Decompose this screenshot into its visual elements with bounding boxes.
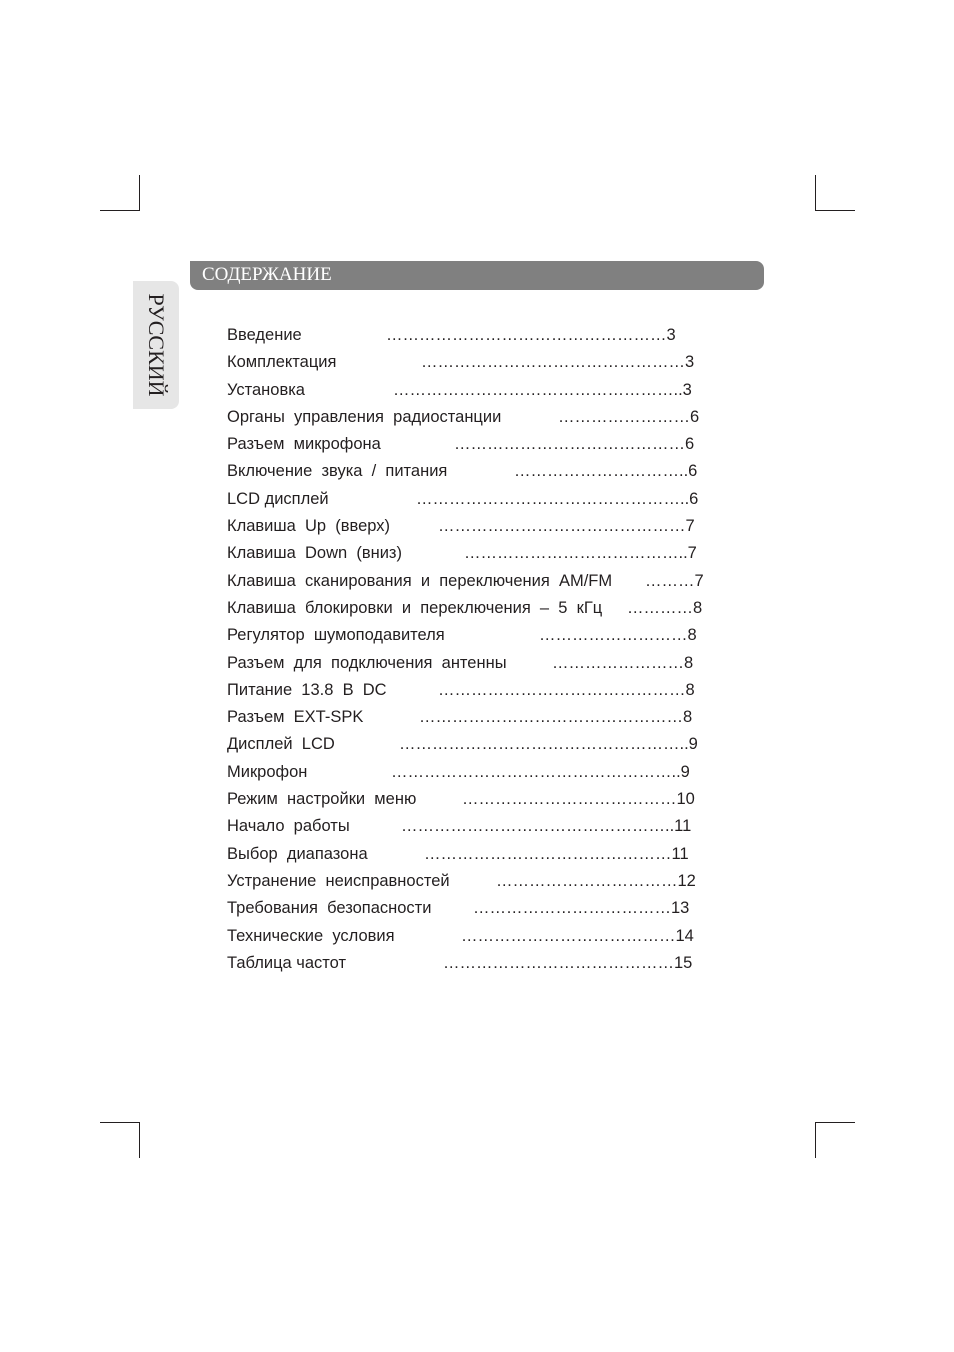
table-of-contents <box>227 322 707 977</box>
crop-mark-top-right-h <box>815 210 855 211</box>
toc-entry[interactable] <box>227 841 707 868</box>
toc-entry-leader-and-page: ……………………………………6 <box>454 435 695 454</box>
crop-mark-bottom-right-v <box>815 1122 816 1158</box>
toc-entry-title: Установка <box>227 380 305 399</box>
toc-entry-leader-and-page: …………………………………………8 <box>419 708 693 727</box>
toc-entry-title: Введение <box>227 326 302 344</box>
toc-entry-title: Включение звука / питания <box>227 462 448 481</box>
crop-mark-bottom-left-h <box>100 1122 140 1123</box>
toc-entry-leader-and-page: ……………………8 <box>552 653 694 672</box>
toc-entry[interactable] <box>227 404 707 431</box>
toc-entry[interactable] <box>227 868 707 895</box>
toc-entry-leader-and-page: ………………………8 <box>539 626 697 645</box>
toc-entry-leader-and-page: …………8 <box>627 598 703 617</box>
language-tab <box>133 281 179 409</box>
toc-entry-title: Требования безопасности <box>227 899 432 918</box>
toc-entry[interactable] <box>227 349 707 376</box>
toc-entry[interactable] <box>227 813 707 840</box>
toc-entry-leader-and-page: ………………………………13 <box>473 899 690 918</box>
language-tab-label: РУССКИЙ <box>144 293 169 397</box>
toc-entry[interactable] <box>227 431 707 458</box>
crop-mark-top-left-v <box>139 175 140 211</box>
toc-entry-title: Клавиша Up (вверх) <box>227 517 390 536</box>
toc-entry[interactable] <box>227 595 707 622</box>
toc-entry-title: Клавиша сканирования и переключения AM/FM <box>227 571 613 590</box>
section-title-bar <box>190 261 764 290</box>
toc-entry-title: Микрофон <box>227 762 308 781</box>
toc-entry[interactable] <box>227 677 707 704</box>
toc-entry-leader-and-page: ……………………………12 <box>496 871 696 890</box>
toc-entry[interactable] <box>227 923 707 950</box>
toc-entry-leader-and-page: ……………………………………15 <box>443 953 693 972</box>
toc-entry-leader-and-page: ……………………………………………..3 <box>393 380 692 399</box>
toc-entry-leader-and-page: …………………………………..7 <box>464 544 697 563</box>
toc-entry-title: Регулятор шумоподавителя <box>227 626 445 645</box>
toc-entry-leader-and-page: ………………………………………8 <box>438 680 695 699</box>
toc-entry-leader-and-page: …………………………………………..11 <box>401 817 692 836</box>
section-title: СОДЕРЖАНИЕ <box>202 264 332 285</box>
toc-entry[interactable] <box>227 377 707 404</box>
toc-entry-title: Клавиша блокировки и переключения – 5 кГц <box>227 598 603 617</box>
toc-entry-title: Дисплей LCD <box>227 735 335 754</box>
toc-entry[interactable] <box>227 322 707 349</box>
toc-entry-leader-and-page: ……………………6 <box>558 407 700 426</box>
toc-entry-title: Таблица частот <box>227 953 347 972</box>
toc-entry-title: Клавиша Down (вниз) <box>227 544 402 563</box>
toc-entry-leader-and-page: …………………………………………3 <box>421 353 695 372</box>
crop-mark-top-right-v <box>815 175 816 211</box>
toc-entry-title: Разъем EXT-SPK <box>227 708 364 727</box>
toc-entry-title: Начало работы <box>227 817 350 836</box>
toc-entry-leader-and-page: ……………………………………………3 <box>386 326 676 344</box>
crop-mark-bottom-right-h <box>815 1122 855 1123</box>
toc-entry-title: Разъем для подключения антенны <box>227 653 507 672</box>
toc-entry[interactable] <box>227 895 707 922</box>
toc-entry[interactable] <box>227 622 707 649</box>
toc-entry-title: LCD дисплей <box>227 489 329 508</box>
toc-entry-leader-and-page: …………………………………………..6 <box>416 489 699 508</box>
toc-entry-leader-and-page: ………………………………………11 <box>424 844 689 863</box>
toc-entry-title: Выбор диапазона <box>227 844 368 863</box>
toc-entry-title: Режим настройки меню <box>227 790 417 809</box>
toc-entry[interactable] <box>227 650 707 677</box>
toc-entry[interactable] <box>227 759 707 786</box>
toc-entry[interactable] <box>227 540 707 567</box>
crop-mark-bottom-left-v <box>139 1122 140 1158</box>
toc-entry-leader-and-page: …………………………..6 <box>514 462 698 481</box>
toc-entry-leader-and-page: ………7 <box>645 571 704 590</box>
toc-entry-leader-and-page: …………………………………14 <box>461 926 694 945</box>
crop-mark-top-left-h <box>100 210 140 211</box>
toc-entry-title: Технические условия <box>227 926 395 945</box>
toc-entry-leader-and-page: ………………………………………7 <box>438 517 695 536</box>
toc-entry[interactable] <box>227 458 707 485</box>
toc-entry-title: Органы управления радиостанции <box>227 407 502 426</box>
toc-entry[interactable] <box>227 568 707 595</box>
toc-entry[interactable] <box>227 786 707 813</box>
toc-entry[interactable] <box>227 731 707 758</box>
toc-entry-title: Питание 13.8 В DC <box>227 680 387 699</box>
toc-entry-leader-and-page: …………………………………10 <box>462 790 695 809</box>
toc-entry-leader-and-page: ……………………………………………..9 <box>391 762 690 781</box>
toc-entry[interactable] <box>227 704 707 731</box>
toc-entry[interactable] <box>227 950 707 977</box>
toc-entry-title: Комплектация <box>227 353 337 372</box>
toc-entry-title: Разъем микрофона <box>227 435 381 454</box>
toc-entry[interactable] <box>227 513 707 540</box>
toc-entry-title: Устранение неисправностей <box>227 871 450 890</box>
toc-entry[interactable] <box>227 486 707 513</box>
toc-entry-leader-and-page: ……………………………………………..9 <box>399 735 698 754</box>
